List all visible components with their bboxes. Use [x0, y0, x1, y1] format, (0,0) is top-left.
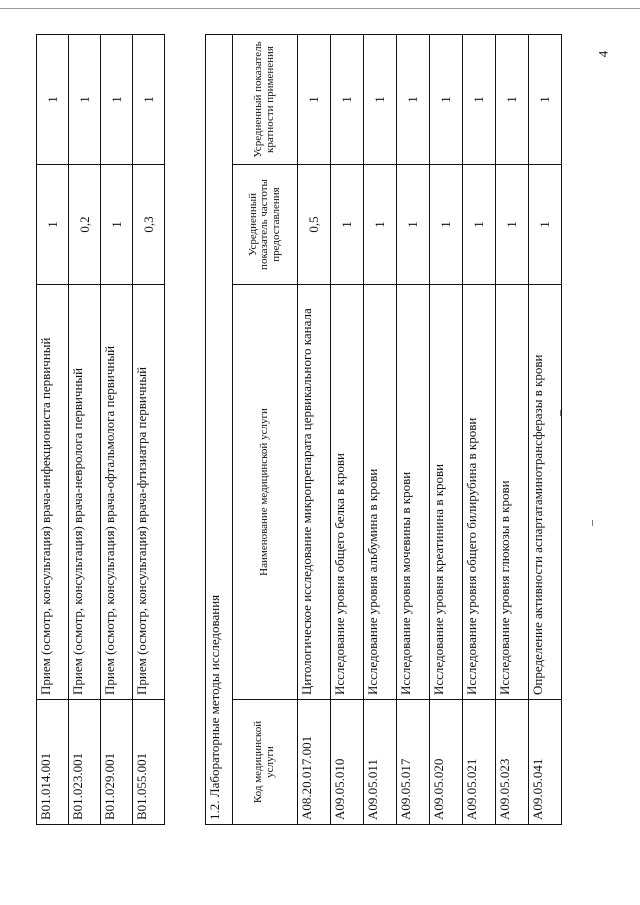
multiplicity-value: 1 — [397, 34, 430, 164]
service-code: A09.05.011 — [364, 700, 397, 825]
page-number: 4 — [595, 50, 611, 58]
frequency-value: 1 — [529, 165, 562, 285]
frequency-value: 1 — [364, 165, 397, 285]
service-name: Прием (осмотр, консультация) врача-невролога первичный — [69, 285, 101, 700]
frequency-value: 1 — [101, 165, 133, 285]
service-code: A09.05.041 — [529, 700, 562, 825]
service-name: Исследование уровня общего белка в крови — [331, 285, 364, 700]
multiplicity-value: 1 — [101, 35, 133, 165]
service-name: Исследование уровня глюкозы в крови — [496, 285, 529, 700]
service-code: A09.05.010 — [331, 700, 364, 825]
multiplicity-value: 1 — [331, 34, 364, 164]
header-multiplicity: Усредненный показатель кратности применения — [233, 34, 298, 164]
frequency-value: 0,5 — [298, 165, 331, 285]
table-row — [397, 34, 430, 824]
table-row — [133, 35, 165, 825]
frequency-value: 0,3 — [133, 165, 165, 285]
service-code: A09.05.020 — [430, 700, 463, 825]
service-name: Исследование уровня общего билирубина в крови — [463, 285, 496, 700]
table-row — [37, 35, 69, 825]
frequency-value: 1 — [463, 165, 496, 285]
table-row — [331, 34, 364, 824]
table-row — [298, 34, 331, 824]
service-name: Прием (осмотр, консультация) врача-инфекциониста первичный — [37, 285, 69, 700]
header-code: Код медицинской услуги — [233, 700, 298, 825]
service-name: Прием (осмотр, консультация) врача-фтизиатра первичный — [133, 285, 165, 700]
section-title-row — [206, 34, 233, 824]
table-row — [496, 34, 529, 824]
service-name: Исследование уровня альбумина в крови — [364, 285, 397, 700]
multiplicity-value: 1 — [298, 34, 331, 164]
frequency-value: 1 — [331, 165, 364, 285]
scan-edge-line — [0, 8, 640, 9]
frequency-value: 1 — [430, 165, 463, 285]
table-header-row — [233, 34, 298, 824]
service-name: Прием (осмотр, консультация) врача-офтальмолога первичный — [101, 285, 133, 700]
service-code: B01.055.001 — [133, 700, 165, 825]
multiplicity-value: 1 — [496, 34, 529, 164]
multiplicity-value: 1 — [463, 34, 496, 164]
frequency-value: 0,2 — [69, 165, 101, 285]
table-row — [529, 34, 562, 824]
header-frequency: Усредненный показатель частоты предоставления — [233, 165, 298, 285]
frequency-value: 1 — [397, 165, 430, 285]
service-name: Исследование уровня креатинина в крови — [430, 285, 463, 700]
service-code: A09.05.021 — [463, 700, 496, 825]
service-name: Цитологическое исследование микропрепарата цервикального канала — [298, 285, 331, 700]
table-row — [69, 35, 101, 825]
rotated-page — [0, 25, 640, 905]
service-code: A09.05.023 — [496, 700, 529, 825]
service-code: B01.029.001 — [101, 700, 133, 825]
header-name: Наименование медицинской услуги — [233, 285, 298, 700]
service-code: B01.023.001 — [69, 700, 101, 825]
table-row — [430, 34, 463, 824]
table-row — [364, 34, 397, 824]
service-name: Определение активности аспартатаминотрансферазы в крови — [529, 285, 562, 700]
service-code: B01.014.001 — [37, 700, 69, 825]
multiplicity-value: 1 — [69, 35, 101, 165]
multiplicity-value: 1 — [133, 35, 165, 165]
table-row — [463, 34, 496, 824]
service-name: Исследование уровня мочевины в крови — [397, 285, 430, 700]
services-table-consultations — [36, 34, 165, 825]
multiplicity-value: 1 — [529, 34, 562, 164]
frequency-value: 1 — [496, 165, 529, 285]
table-row — [101, 35, 133, 825]
services-table-laboratory — [205, 34, 562, 825]
multiplicity-value: 1 — [364, 34, 397, 164]
section-title: 1.2. Лабораторные методы исследования — [206, 34, 233, 824]
service-code: A08.20.017.001 — [298, 700, 331, 825]
service-code: A09.05.017 — [397, 700, 430, 825]
multiplicity-value: 1 — [37, 35, 69, 165]
multiplicity-value: 1 — [430, 34, 463, 164]
frequency-value: 1 — [37, 165, 69, 285]
